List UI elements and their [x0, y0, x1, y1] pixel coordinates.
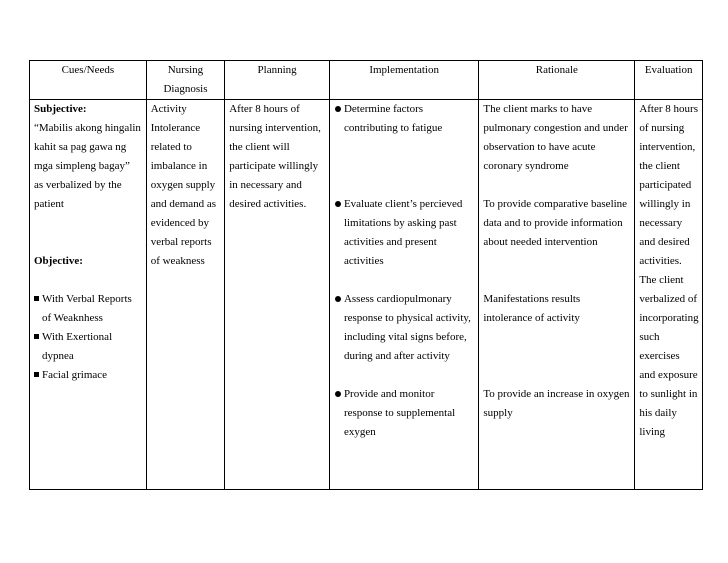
header-cues: Cues/Needs: [30, 61, 147, 100]
nursing-care-plan-table: [29, 60, 703, 490]
list-item: To provide comparative baseline data and to provide information about needed intervention: [483, 198, 628, 248]
header-row: [30, 61, 703, 100]
cues-cell: [30, 100, 147, 490]
header-rationale: Rationale: [479, 61, 635, 100]
list-item: Assess cardiopulmonary response to physical activity, including vital signs before, during and after activity: [334, 290, 474, 385]
table-row: [30, 100, 703, 490]
list-item: Manifestations results intolerance of activity: [483, 293, 581, 324]
list-item: Determine factors contributing to fatigue: [334, 100, 474, 195]
list-item: The client marks to have pulmonary congestion and under observation to have acute coronary syndrome: [483, 103, 628, 172]
rationale-cell: [479, 100, 635, 490]
square-bullet-icon: [34, 372, 39, 377]
square-bullet-icon: [34, 334, 39, 339]
bullet-icon: [335, 201, 341, 207]
subjective-text: “Mabilis akong hingalin kahit sa pag gawa ng mga simpleng bagay” as verbalized by the patient: [34, 122, 141, 210]
list-item: With Verbal Reports of Weaknhess: [34, 290, 142, 328]
implementation-cell: [329, 100, 478, 490]
header-evaluation: Evaluation: [635, 61, 703, 100]
list-item: Provide and monitor response to supplemental exygen: [334, 385, 474, 442]
list-item: To provide an increase in oxygen supply: [483, 388, 630, 419]
diagnosis-cell: [146, 100, 225, 490]
bullet-icon: [335, 296, 341, 302]
bullet-icon: [335, 106, 341, 112]
list-item: Facial grimace: [34, 366, 142, 385]
planning-cell: [225, 100, 330, 490]
header-planning: Planning: [225, 61, 330, 100]
list-item: With Exertional dypnea: [34, 328, 142, 366]
header-diagnosis: Nursing Diagnosis: [146, 61, 225, 100]
objective-label: Objective:: [34, 255, 83, 267]
evaluation-cell: [635, 100, 703, 490]
list-item: Evaluate client’s percieved limitations by asking past activities and present activities: [334, 195, 474, 290]
header-implementation: Implementation: [329, 61, 478, 100]
square-bullet-icon: [34, 296, 39, 301]
planning-text: After 8 hours of nursing intervention, the client will participate willingly in necessary and desired activities.: [229, 103, 321, 210]
evaluation-text: After 8 hours of nursing intervention, the client participated willingly in necessary and desired activities. The client verbalized of incorporating such exercises and exposure to sunlight in his daily living: [639, 103, 699, 438]
bullet-icon: [335, 391, 341, 397]
diagnosis-text: Activity Intolerance related to imbalance in oxygen supply and demand as evidenced by verbal reports of weakness: [150, 103, 217, 267]
subjective-label: Subjective:: [34, 103, 87, 115]
